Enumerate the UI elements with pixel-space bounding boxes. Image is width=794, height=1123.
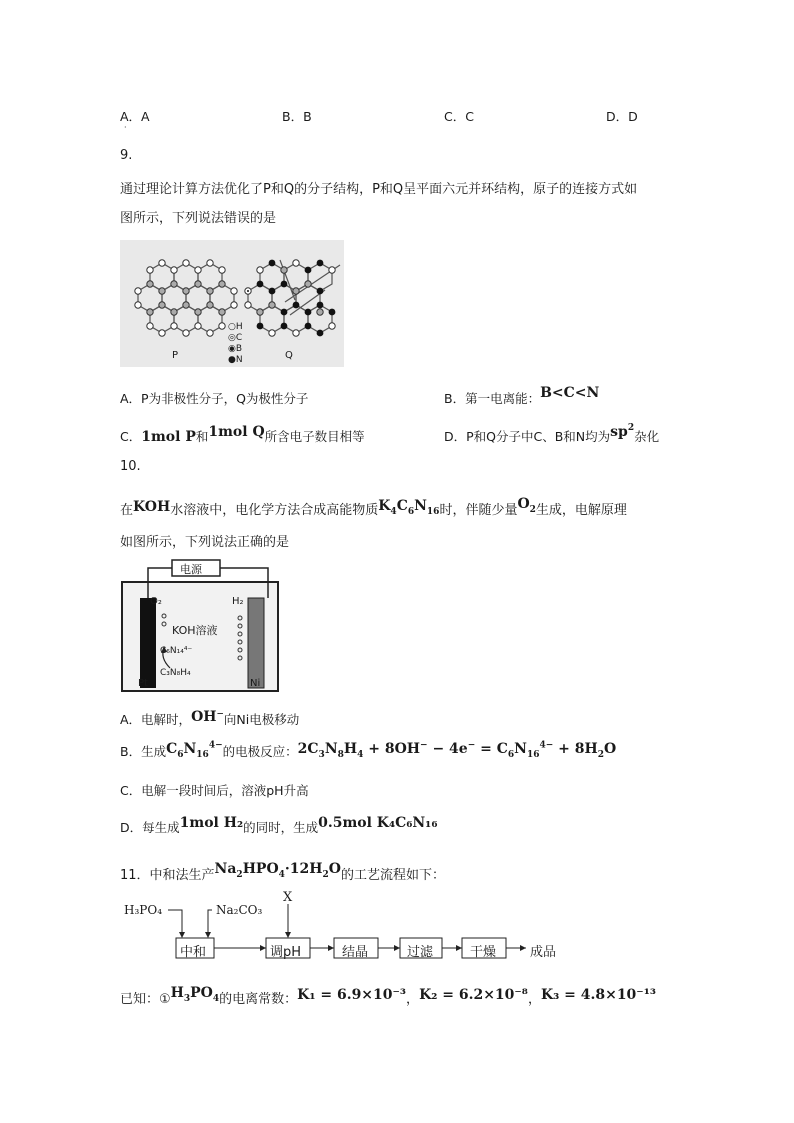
q10-option-c: C．电解一段时间后，溶液pH升高 [120,783,309,798]
q9-number: 9. [120,148,133,163]
q8-option-b: B．B [282,109,312,124]
product-label: 成品 [530,945,557,960]
q11-k3: K₃ = 4.8×10⁻¹³ [540,987,656,1003]
legend-n: ●N [228,355,243,365]
koh-solution-label: KOH溶液 [172,624,218,637]
q10-stem-line1 [120,496,627,521]
q8-option-d: D．D [606,109,638,124]
q9-c-mid: 和 [195,429,209,444]
q11-known-prefix: 已知：① [120,992,171,1007]
q9-option-c [120,424,365,445]
q9-c-mol-p: 1mol P [141,429,196,445]
atom-legend [228,322,258,366]
q11-known [120,985,656,1010]
q10-a-suffix: 向Ni电极移动 [223,712,300,727]
q9-molecule-figure [120,240,344,367]
q10-b-c6n16: $C_6N_{16}^{4-}$ [166,740,223,760]
q9-b-math: B<C<N [540,385,600,401]
q10-stem-p4: 生成，电解原理 [535,503,627,518]
legend-c: ◎C [228,333,243,343]
q10-stem-line2: 如图所示，下列说法正确的是 [120,535,290,550]
q10-stem-p2: 水溶液中，电化学方法合成高能物质 [170,503,379,518]
q10-stem-p3: 时，伴随少量 [439,503,518,518]
q10-a-ion: OH⁻ [191,709,224,725]
q9-d-sp: sp [610,424,628,440]
q10-k4c6n16: $K_4C_6N_{16}$ [378,498,440,517]
q10-koh: KOH [133,499,171,515]
q10-stem-p1: 在 [120,503,134,518]
ni-label: Ni [250,678,261,689]
x-label: X [283,890,293,905]
q9-option-d [444,422,660,445]
q9-d-prefix: D．P和Q分子中C、B和N均为 [444,429,611,444]
label-p: P [172,350,179,361]
step-crystallize: 结晶 [342,945,369,960]
pt-label: Pt [138,678,148,689]
q11-stem-suffix: 的工艺流程如下： [340,868,445,883]
q9-stem-line1: 通过理论计算方法优化了P和Q的分子结构，P和Q呈平面六元并环结构，原子的连接方式如 [120,182,638,197]
q11-known-mid: 的电离常数： [219,992,298,1007]
q9-stem-line2: 图所示，下列说法错误的是 [120,211,277,226]
step-neutralize: 中和 [180,945,207,960]
q11-sep2: ， [527,992,541,1007]
q11-k2: K₂ = 6.2×10⁻⁸ [419,987,528,1003]
q9-c-suffix: 所含电子数目相等 [264,429,365,444]
q11-k1: K₁ = 6.9×10⁻³ [297,987,407,1003]
dot-mark: · [124,123,127,132]
q9-option-a: A．P为非极性分子，Q为极性分子 [120,391,309,406]
q10-option-d [120,815,438,836]
q10-o2: $O_2$ [517,496,536,515]
q9-option-b [444,385,600,407]
process-flow [120,890,570,970]
power-label: 电源 [180,563,202,576]
q11-h3po4: $H_3PO_4$ [170,985,220,1004]
step-filter: 过滤 [407,945,434,960]
q10-option-b [120,742,616,763]
step-adjust-ph: 调pH [270,945,302,960]
q10-a-prefix: A．电解时， [120,712,192,727]
c6n14-label: C₆N₁₄⁴⁻ [160,646,193,656]
q10-b-equation: $2C_3N_8H_4 + 8OH^- - 4e^- = C_6N_{16}^{4-} + 8H_2O$ [297,740,617,760]
legend-b: ◉B [228,344,243,354]
c3n8h4-label: C₃N₈H₄ [160,668,191,678]
q9-c-prefix: C． [120,429,142,444]
q11-sep1: ， [406,992,420,1007]
q10-b-prefix: B．生成 [120,744,167,759]
q8-option-a: A．A [120,109,150,124]
q11-stem-prefix: 11．中和法生产 [120,868,215,883]
step-dry: 干燥 [470,945,497,960]
q8-option-c: C．C [444,109,474,124]
q10-d-prefix: D．每生成 [120,820,180,835]
q11-stem [120,861,445,886]
q9-b-prefix: B．第一电离能： [444,391,541,406]
electrolysis-figure [120,558,282,693]
q9-d-sup: 2 [627,422,635,433]
na2co3-label: Na₂CO₃ [216,903,263,917]
q9-c-mol-q: 1mol Q [208,424,265,440]
q10-d-m2: 0.5mol K₄C₆N₁₆ [318,815,438,831]
h3po4-label: H₃PO₄ [124,903,162,917]
q10-number: 10. [120,459,141,474]
label-q: Q [285,350,293,361]
q10-d-m1: 1mol H₂ [179,815,244,831]
q10-b-mid: 的电极反应： [222,744,298,759]
q10-d-mid: 的同时，生成 [243,820,319,835]
o2-label: O₂ [150,596,162,607]
q11-formula: $Na_2HPO_4\cdot 12H_2O$ [214,861,341,880]
q9-d-suffix: 杂化 [634,429,660,444]
h2-label: H₂ [232,596,244,607]
q10-option-a [120,710,299,728]
legend-h: ○H [228,322,243,332]
